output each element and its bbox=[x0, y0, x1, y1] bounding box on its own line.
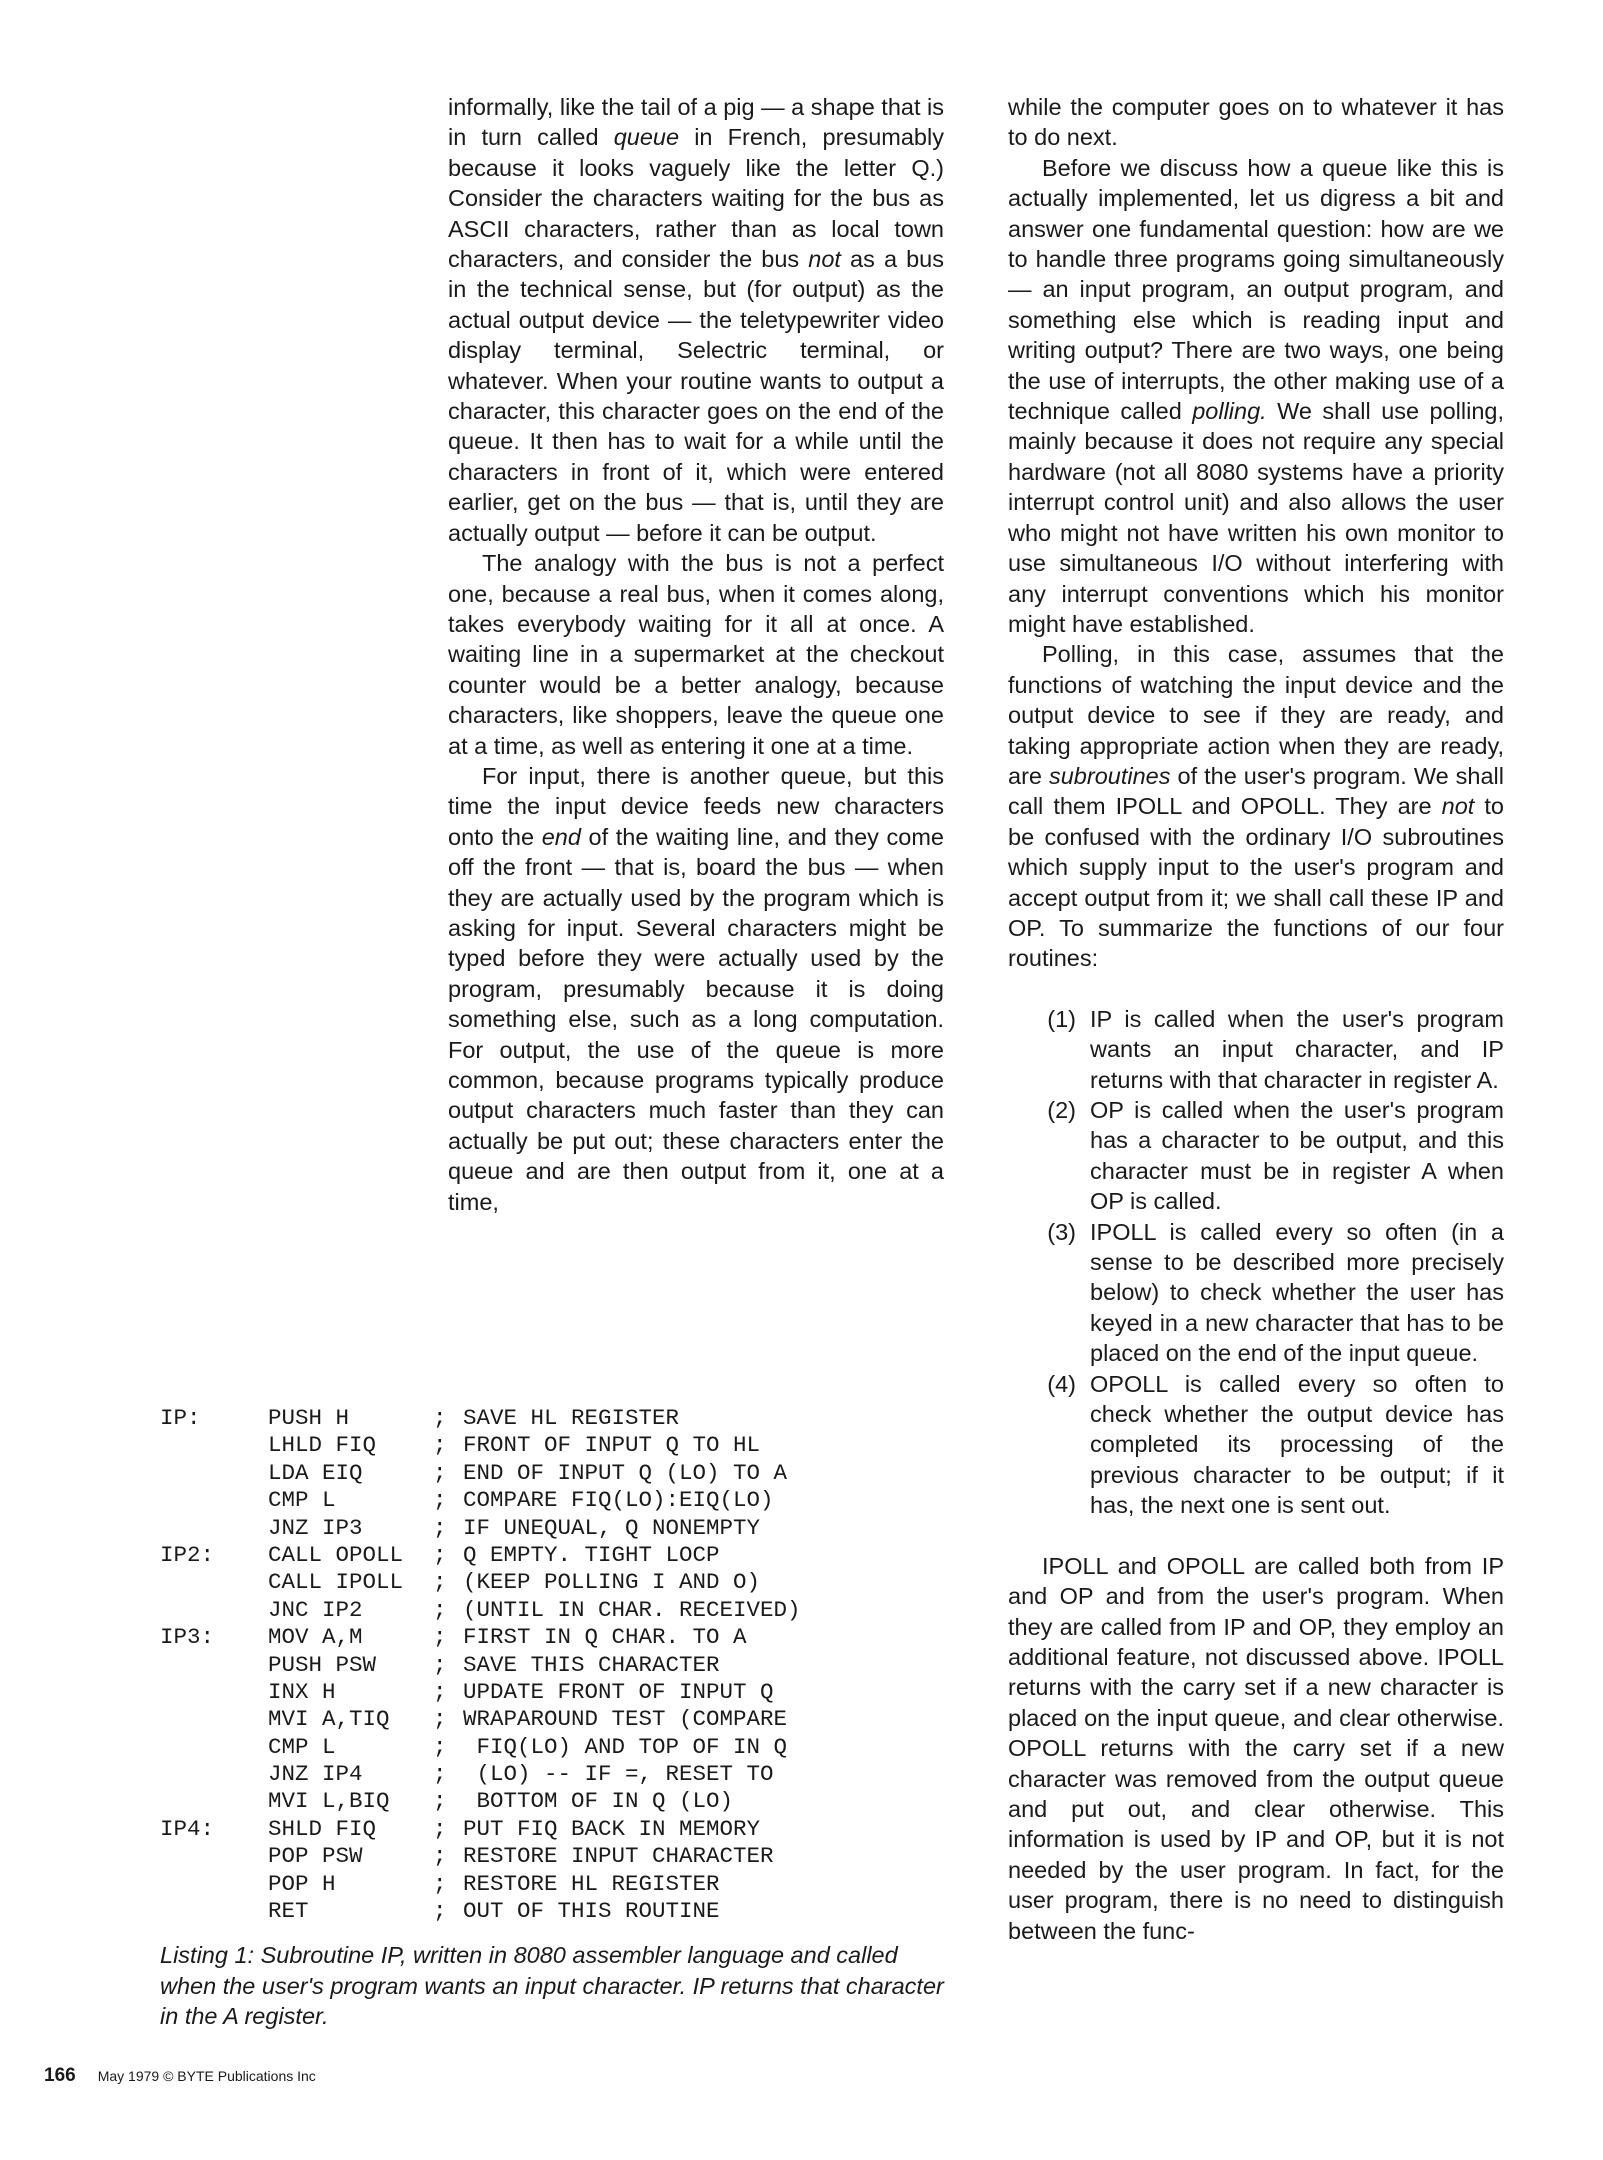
code-label bbox=[160, 1788, 268, 1815]
paragraph: IPOLL and OPOLL are called both from IP and OP and from the user's program. When they are called from IP and OP, they employ an additional feature, not discussed above. IPOLL returns with the carry set if a new character is placed on the input queue, and clear otherwise. OPOLL returns with the carry set if a new character was removed from the output queue and put out, and clear otherwise. This information is used by IP and OP, but it is not needed by the user program. In fact, for the user program, there is no need to distinguish between the func- bbox=[1008, 1552, 1504, 1944]
page-footer bbox=[44, 2064, 316, 2088]
text-run: We shall use polling, mainly because it does not require any special hardware (not all 8080 systems have a priority interrupt control unit) and also allows the user who might not have written his own monitor to use simultaneous I/O without interfering with any interrupt conventions which his monitor might have established. bbox=[1008, 398, 1504, 637]
code-label bbox=[160, 1761, 268, 1788]
code-separator: ; bbox=[433, 1733, 447, 1760]
code-comment: END OF INPUT Q (LO) TO A bbox=[463, 1459, 788, 1486]
code-line bbox=[160, 1460, 801, 1487]
code-comment: IF UNEQUAL, Q NONEMPTY bbox=[463, 1514, 761, 1541]
code-comment: SAVE HL REGISTER bbox=[463, 1405, 680, 1431]
page-number: 166 bbox=[44, 2065, 76, 2086]
article-column-right bbox=[1008, 92, 1504, 1946]
code-separator: ; bbox=[433, 1678, 447, 1705]
code-separator: ; bbox=[433, 1596, 447, 1623]
code-instruction: SHLD FIQ bbox=[268, 1815, 377, 1842]
code-line bbox=[160, 1788, 801, 1815]
code-comment: Q EMPTY. TIGHT LOCP bbox=[463, 1541, 720, 1568]
code-instruction: PUSH PSW bbox=[268, 1651, 377, 1678]
code-comment: FRONT OF INPUT Q TO HL bbox=[463, 1432, 761, 1459]
code-comment: FIRST IN Q CHAR. TO A bbox=[463, 1624, 747, 1651]
list-text: IP is called when the user's program wants an input character, and IP returns with that character in register A. bbox=[1090, 1005, 1504, 1093]
code-comment: COMPARE FIQ(LO):EIQ(LO) bbox=[463, 1487, 774, 1514]
publication-credit: May 1979 © BYTE Publications Inc bbox=[97, 2068, 316, 2084]
code-instruction: MVI L,BIQ bbox=[268, 1788, 390, 1815]
code-label bbox=[160, 1460, 268, 1487]
code-comment: (LO) -- IF =, RESET TO bbox=[463, 1761, 774, 1788]
text-run: in French, presumably because it looks vaguely like the letter Q.) Consider the characters waiting for the bus as ASCII characters, rather than as local town characters, and consider the bus bbox=[448, 124, 944, 273]
code-separator: ; bbox=[433, 1624, 447, 1651]
code-label bbox=[160, 1432, 268, 1459]
code-label bbox=[160, 1734, 268, 1761]
numbered-list bbox=[1008, 1004, 1504, 1521]
paragraph bbox=[448, 548, 944, 761]
code-instruction: JNZ IP3 bbox=[268, 1514, 363, 1541]
code-label bbox=[160, 1487, 268, 1514]
code-line bbox=[160, 1843, 801, 1870]
code-separator: ; bbox=[433, 1432, 447, 1459]
code-instruction: MVI A,TIQ bbox=[268, 1706, 390, 1733]
italic-text: queue bbox=[613, 124, 680, 151]
code-separator: ; bbox=[433, 1843, 447, 1870]
code-label bbox=[160, 1515, 268, 1542]
code-separator: ; bbox=[433, 1405, 447, 1431]
code-label bbox=[160, 1843, 268, 1870]
code-comment: PUT FIQ BACK IN MEMORY bbox=[463, 1815, 761, 1842]
text-run: Before we discuss how a queue like this is actually implemented, let us digress a bit and answer one fundamental question: how are we to handle three programs going simultaneously — an input program, an output program, and something else which is reading input and writing output? There are two ways, one being the use of interrupts, the other making use of a technique called bbox=[1008, 154, 1504, 425]
code-comment: BOTTOM OF IN Q (LO) bbox=[463, 1788, 734, 1815]
italic-text: subroutines bbox=[1048, 762, 1171, 789]
code-line bbox=[160, 1652, 801, 1679]
list-number: (4) bbox=[1047, 1370, 1076, 1397]
paragraph bbox=[1008, 639, 1504, 973]
code-label bbox=[160, 1871, 268, 1898]
code-line bbox=[160, 1597, 801, 1624]
code-separator: ; bbox=[433, 1487, 447, 1514]
code-comment: UPDATE FRONT OF INPUT Q bbox=[463, 1678, 774, 1705]
paragraph bbox=[448, 92, 944, 548]
list-item bbox=[1008, 1217, 1504, 1369]
list-text: IPOLL is called every so often (in a sense to be described more precisely below) to check whether the user has keyed in a new character that has to be placed on the end of the input queue. bbox=[1090, 1218, 1504, 1367]
code-instruction: MOV A,M bbox=[268, 1624, 363, 1651]
text-run: The analogy with the bus is not a perfect one, because a real bus, when it comes along, takes everybody waiting for it all at once. A waiting line in a supermarket at the checkout counter would be a better analogy, because characters, like shoppers, leave the queue one at a time, as well as entering it one at a time. bbox=[448, 550, 944, 759]
code-line bbox=[160, 1487, 801, 1514]
code-instruction: LDA EIQ bbox=[268, 1459, 363, 1486]
text-run: informally, like the tail of a pig — a shape that is in turn called bbox=[448, 94, 944, 151]
code-separator: ; bbox=[433, 1898, 447, 1925]
code-line bbox=[160, 1871, 801, 1898]
code-instruction: CALL IPOLL bbox=[268, 1569, 404, 1596]
code-instruction: CMP L bbox=[268, 1487, 336, 1514]
code-comment: SAVE THIS CHARACTER bbox=[463, 1651, 720, 1678]
listing-caption: Listing 1: Subroutine IP, written in 8080 assembler language and called when the user's program wants an input character. IP returns that character in the A register. bbox=[160, 1942, 944, 2029]
article-column-middle bbox=[448, 92, 944, 1217]
code-separator: ; bbox=[433, 1706, 447, 1733]
code-label bbox=[160, 1652, 268, 1679]
code-comment: RESTORE INPUT CHARACTER bbox=[463, 1843, 774, 1870]
code-comment: OUT OF THIS ROUTINE bbox=[463, 1898, 720, 1925]
list-number: (3) bbox=[1047, 1218, 1076, 1245]
code-label bbox=[160, 1706, 268, 1733]
code-line bbox=[160, 1569, 801, 1596]
text-run: while the computer goes on to whatever it has to do next. bbox=[1008, 94, 1504, 151]
code-instruction: PUSH H bbox=[268, 1405, 350, 1431]
code-comment: RESTORE HL REGISTER bbox=[463, 1870, 720, 1897]
list-item bbox=[1008, 1095, 1504, 1217]
code-label: IP3: bbox=[160, 1624, 215, 1651]
code-line bbox=[160, 1706, 801, 1733]
code-label bbox=[160, 1597, 268, 1624]
code-instruction: LHLD FIQ bbox=[268, 1432, 377, 1459]
code-line bbox=[160, 1432, 801, 1459]
code-line bbox=[160, 1816, 801, 1843]
code-separator: ; bbox=[433, 1870, 447, 1897]
code-line bbox=[160, 1542, 801, 1569]
code-separator: ; bbox=[433, 1569, 447, 1596]
code-line bbox=[160, 1624, 801, 1651]
code-separator: ; bbox=[433, 1761, 447, 1788]
code-label bbox=[160, 1569, 268, 1596]
code-comment: (KEEP POLLING I AND O) bbox=[463, 1569, 761, 1596]
italic-text: end bbox=[541, 823, 581, 850]
code-instruction: POP PSW bbox=[268, 1843, 363, 1870]
list-number: (2) bbox=[1047, 1097, 1076, 1123]
text-run: Polling, in this case, assumes that the functions of watching the input device and the output device to see if they are ready, and taking appropriate action when they are ready, are bbox=[1008, 641, 1504, 789]
code-instruction: JNZ IP4 bbox=[268, 1761, 363, 1788]
code-label bbox=[160, 1898, 268, 1925]
code-instruction: INX H bbox=[268, 1678, 336, 1705]
code-instruction: JNC IP2 bbox=[268, 1596, 363, 1623]
italic-text: not bbox=[1441, 793, 1475, 820]
code-separator: ; bbox=[433, 1815, 447, 1842]
list-number: (1) bbox=[1047, 1005, 1076, 1032]
code-comment: (UNTIL IN CHAR. RECEIVED) bbox=[463, 1596, 801, 1623]
text-run: of the user's program. We shall call them IPOLL and OPOLL. They are bbox=[1008, 762, 1504, 820]
code-comment: FIQ(LO) AND TOP OF IN Q bbox=[463, 1733, 788, 1760]
text-run: to be confused with the ordinary I/O subroutines which supply input to the user's program and accept output from it; we shall call these IP and OP. To summarize the functions of our four routines: bbox=[1008, 793, 1504, 972]
code-separator: ; bbox=[433, 1541, 447, 1568]
code-line bbox=[160, 1761, 801, 1788]
code-separator: ; bbox=[433, 1788, 447, 1815]
text-run: as a bus in the technical sense, but (for output) as the actual output device — the teletypewriter video display terminal, Selectric terminal, or whatever. When your routine wants to output a character, this character goes on the end of the queue. It then has to wait for a while until the characters in front of it, which were entered earlier, get on the bus — that is, until they are actually output — before it can be output. bbox=[448, 246, 944, 546]
code-separator: ; bbox=[433, 1514, 447, 1541]
code-instruction: CALL OPOLL bbox=[268, 1541, 404, 1568]
text-run: of the waiting line, and they come off the front — that is, board the bus — when they are actually used by the program which is asking for input. Several characters might be typed before they were actually used by the program, presumably because it is doing something else, such as a long computation. For output, the use of the queue is more common, because programs typically produce output characters much faster than they can actually be put out; these characters enter the queue and are then output from it, one at a time, bbox=[448, 823, 944, 1215]
code-instruction: CMP L bbox=[268, 1733, 336, 1760]
code-label: IP: bbox=[160, 1405, 201, 1431]
code-separator: ; bbox=[433, 1651, 447, 1678]
code-label: IP4: bbox=[160, 1815, 215, 1842]
code-comment: WRAPAROUND TEST (COMPARE bbox=[463, 1706, 788, 1733]
code-line bbox=[160, 1734, 801, 1761]
code-line bbox=[160, 1898, 801, 1925]
code-label: IP2: bbox=[160, 1541, 215, 1568]
list-item bbox=[1008, 1004, 1504, 1095]
code-instruction: RET bbox=[268, 1898, 309, 1925]
code-instruction: POP H bbox=[268, 1870, 336, 1897]
code-label bbox=[160, 1679, 268, 1706]
paragraph bbox=[1008, 92, 1504, 153]
paragraph bbox=[448, 761, 944, 1217]
code-separator: ; bbox=[433, 1459, 447, 1486]
code-line bbox=[160, 1405, 801, 1432]
code-line bbox=[160, 1515, 801, 1542]
italic-text: polling. bbox=[1192, 398, 1267, 425]
text-run: For input, there is another queue, but this time the input device feeds new characters onto the bbox=[448, 762, 944, 850]
code-listing bbox=[160, 1405, 801, 1925]
code-line bbox=[160, 1679, 801, 1706]
paragraph bbox=[1008, 153, 1504, 640]
list-text: OPOLL is called every so often to check whether the output device has completed its processing of the previous character to be output; if it has, the next one is sent out. bbox=[1090, 1370, 1504, 1519]
list-item bbox=[1008, 1369, 1504, 1521]
list-text: OP is called when the user's program has a character to be output, and this character must be in register A when OP is called. bbox=[1090, 1097, 1504, 1215]
italic-text: not bbox=[808, 246, 841, 273]
